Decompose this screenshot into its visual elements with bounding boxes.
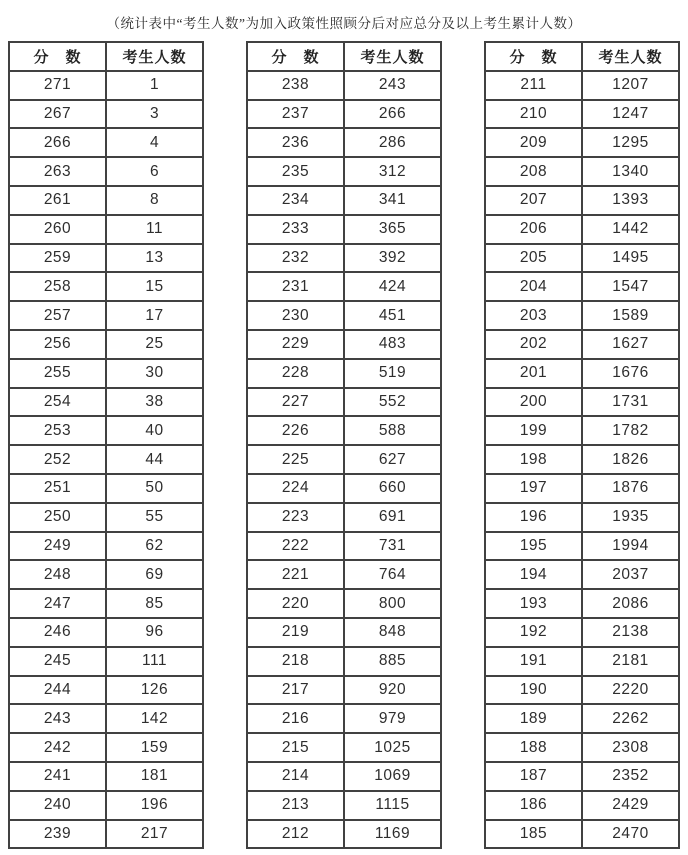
score-cell: 229 [247, 330, 344, 359]
table-row [9, 272, 203, 301]
count-cell: 1589 [582, 301, 679, 330]
table-row [485, 100, 679, 129]
count-cell: 2138 [582, 618, 679, 647]
score-table-2 [246, 41, 442, 849]
count-cell: 731 [344, 532, 441, 561]
score-cell: 210 [485, 100, 582, 129]
table-row [247, 676, 441, 705]
count-cell: 2429 [582, 791, 679, 820]
table-row [9, 215, 203, 244]
count-cell: 1994 [582, 532, 679, 561]
table-row [485, 474, 679, 503]
count-cell: 44 [106, 445, 203, 474]
table-row [485, 532, 679, 561]
table-row [485, 647, 679, 676]
score-cell: 220 [247, 589, 344, 618]
table-row [247, 186, 441, 215]
count-cell: 50 [106, 474, 203, 503]
table-row [247, 704, 441, 733]
count-cell: 96 [106, 618, 203, 647]
score-cell: 223 [247, 503, 344, 532]
count-cell: 2308 [582, 733, 679, 762]
score-cell: 266 [9, 128, 106, 157]
table-row [247, 618, 441, 647]
count-cell: 196 [106, 791, 203, 820]
table-row [247, 416, 441, 445]
score-cell: 226 [247, 416, 344, 445]
score-cell: 271 [9, 71, 106, 100]
table-row [9, 762, 203, 791]
table-row [247, 474, 441, 503]
table-row [485, 733, 679, 762]
table-row [9, 618, 203, 647]
count-cell: 691 [344, 503, 441, 532]
count-cell: 1069 [344, 762, 441, 791]
table-row [247, 215, 441, 244]
score-cell: 192 [485, 618, 582, 647]
score-cell: 236 [247, 128, 344, 157]
table-row [485, 128, 679, 157]
count-cell: 1247 [582, 100, 679, 129]
count-cell: 13 [106, 244, 203, 273]
score-cell: 221 [247, 560, 344, 589]
count-cell: 1393 [582, 186, 679, 215]
count-cell: 30 [106, 359, 203, 388]
count-cell: 17 [106, 301, 203, 330]
count-cell: 159 [106, 733, 203, 762]
tables-container [0, 41, 688, 849]
table-row [9, 388, 203, 417]
score-cell: 237 [247, 100, 344, 129]
score-cell: 240 [9, 791, 106, 820]
count-cell: 1826 [582, 445, 679, 474]
table-row [485, 301, 679, 330]
table-row [247, 503, 441, 532]
count-cell: 2181 [582, 647, 679, 676]
table-row [9, 589, 203, 618]
count-cell: 1627 [582, 330, 679, 359]
count-header: 考生人数 [582, 42, 679, 71]
count-cell: 2470 [582, 820, 679, 849]
table-row [485, 589, 679, 618]
count-cell: 1876 [582, 474, 679, 503]
table-row [247, 733, 441, 762]
count-cell: 979 [344, 704, 441, 733]
table-row [247, 560, 441, 589]
count-cell: 2086 [582, 589, 679, 618]
count-header: 考生人数 [106, 42, 203, 71]
score-table-1 [8, 41, 204, 849]
score-cell: 267 [9, 100, 106, 129]
score-cell: 259 [9, 244, 106, 273]
count-cell: 6 [106, 157, 203, 186]
count-cell: 1935 [582, 503, 679, 532]
table-row [485, 503, 679, 532]
score-cell: 224 [247, 474, 344, 503]
score-cell: 212 [247, 820, 344, 849]
score-cell: 213 [247, 791, 344, 820]
score-cell: 197 [485, 474, 582, 503]
score-cell: 231 [247, 272, 344, 301]
score-cell: 196 [485, 503, 582, 532]
score-cell: 202 [485, 330, 582, 359]
count-cell: 8 [106, 186, 203, 215]
count-cell: 40 [106, 416, 203, 445]
score-cell: 203 [485, 301, 582, 330]
table-row [9, 474, 203, 503]
score-cell: 189 [485, 704, 582, 733]
count-cell: 764 [344, 560, 441, 589]
score-cell: 250 [9, 503, 106, 532]
score-cell: 186 [485, 791, 582, 820]
score-cell: 195 [485, 532, 582, 561]
note-text: （统计表中“考生人数”为加入政策性照顾分后对应总分及以上考生累计人数） [106, 16, 582, 31]
count-cell: 62 [106, 532, 203, 561]
score-cell: 190 [485, 676, 582, 705]
score-cell: 242 [9, 733, 106, 762]
table-row [485, 791, 679, 820]
table-row [9, 186, 203, 215]
table-row [247, 532, 441, 561]
score-cell: 219 [247, 618, 344, 647]
score-cell: 209 [485, 128, 582, 157]
count-cell: 1 [106, 71, 203, 100]
score-cell: 258 [9, 272, 106, 301]
score-cell: 207 [485, 186, 582, 215]
score-cell: 257 [9, 301, 106, 330]
score-cell: 251 [9, 474, 106, 503]
count-cell: 2037 [582, 560, 679, 589]
count-cell: 341 [344, 186, 441, 215]
score-cell: 255 [9, 359, 106, 388]
score-cell: 247 [9, 589, 106, 618]
score-cell: 206 [485, 215, 582, 244]
count-cell: 1782 [582, 416, 679, 445]
count-cell: 885 [344, 647, 441, 676]
score-cell: 214 [247, 762, 344, 791]
table-row [9, 820, 203, 849]
table-row [247, 71, 441, 100]
count-cell: 266 [344, 100, 441, 129]
count-cell: 627 [344, 445, 441, 474]
count-cell: 217 [106, 820, 203, 849]
table-row [9, 676, 203, 705]
count-cell: 243 [344, 71, 441, 100]
score-cell: 218 [247, 647, 344, 676]
table-row [485, 186, 679, 215]
table-row [247, 388, 441, 417]
score-cell: 248 [9, 560, 106, 589]
table-row [247, 762, 441, 791]
table-row [9, 71, 203, 100]
score-cell: 239 [9, 820, 106, 849]
score-cell: 246 [9, 618, 106, 647]
table-row [247, 244, 441, 273]
table-row [485, 157, 679, 186]
table-row [247, 330, 441, 359]
count-cell: 800 [344, 589, 441, 618]
count-cell: 451 [344, 301, 441, 330]
count-cell: 552 [344, 388, 441, 417]
count-cell: 483 [344, 330, 441, 359]
table-row [9, 301, 203, 330]
count-cell: 1495 [582, 244, 679, 273]
table-row [9, 128, 203, 157]
count-cell: 11 [106, 215, 203, 244]
table-row [9, 560, 203, 589]
count-cell: 1115 [344, 791, 441, 820]
score-cell: 198 [485, 445, 582, 474]
count-cell: 38 [106, 388, 203, 417]
count-cell: 3 [106, 100, 203, 129]
table-row [9, 100, 203, 129]
score-cell: 230 [247, 301, 344, 330]
table-row [9, 532, 203, 561]
score-cell: 244 [9, 676, 106, 705]
score-cell: 225 [247, 445, 344, 474]
score-cell: 260 [9, 215, 106, 244]
table-row [247, 157, 441, 186]
table-row [9, 503, 203, 532]
count-cell: 848 [344, 618, 441, 647]
count-cell: 1295 [582, 128, 679, 157]
table-row [247, 647, 441, 676]
table-row [9, 704, 203, 733]
table-row [485, 704, 679, 733]
score-cell: 252 [9, 445, 106, 474]
count-cell: 2220 [582, 676, 679, 705]
count-cell: 1442 [582, 215, 679, 244]
score-cell: 188 [485, 733, 582, 762]
header-row [485, 42, 679, 71]
table-row [247, 820, 441, 849]
score-cell: 201 [485, 359, 582, 388]
table-row [485, 272, 679, 301]
count-cell: 2352 [582, 762, 679, 791]
score-cell: 222 [247, 532, 344, 561]
table-row [485, 359, 679, 388]
count-cell: 1169 [344, 820, 441, 849]
score-cell: 254 [9, 388, 106, 417]
count-cell: 2262 [582, 704, 679, 733]
score-cell: 200 [485, 388, 582, 417]
score-cell: 211 [485, 71, 582, 100]
table-row [9, 791, 203, 820]
table-row [9, 733, 203, 762]
table-row [9, 359, 203, 388]
score-cell: 215 [247, 733, 344, 762]
score-cell: 187 [485, 762, 582, 791]
score-cell: 261 [9, 186, 106, 215]
table-row [485, 676, 679, 705]
score-cell: 228 [247, 359, 344, 388]
table-row [247, 100, 441, 129]
count-cell: 312 [344, 157, 441, 186]
table-row [485, 762, 679, 791]
count-cell: 1340 [582, 157, 679, 186]
score-header: 分 数 [9, 42, 106, 71]
count-cell: 55 [106, 503, 203, 532]
table-row [9, 445, 203, 474]
score-cell: 205 [485, 244, 582, 273]
table-row [485, 330, 679, 359]
score-cell: 245 [9, 647, 106, 676]
count-cell: 1547 [582, 272, 679, 301]
count-cell: 519 [344, 359, 441, 388]
count-header: 考生人数 [344, 42, 441, 71]
score-cell: 233 [247, 215, 344, 244]
count-cell: 181 [106, 762, 203, 791]
table-row [485, 820, 679, 849]
count-cell: 69 [106, 560, 203, 589]
count-cell: 15 [106, 272, 203, 301]
header-row [9, 42, 203, 71]
table-row [485, 388, 679, 417]
table-row [485, 560, 679, 589]
score-cell: 208 [485, 157, 582, 186]
table-row [9, 244, 203, 273]
count-cell: 126 [106, 676, 203, 705]
score-cell: 263 [9, 157, 106, 186]
table-row [247, 272, 441, 301]
table-row [247, 301, 441, 330]
count-cell: 4 [106, 128, 203, 157]
count-cell: 588 [344, 416, 441, 445]
table-row [485, 244, 679, 273]
count-cell: 392 [344, 244, 441, 273]
score-cell: 185 [485, 820, 582, 849]
score-cell: 234 [247, 186, 344, 215]
score-cell: 235 [247, 157, 344, 186]
table-row [9, 647, 203, 676]
count-cell: 85 [106, 589, 203, 618]
table-row [247, 445, 441, 474]
table-row [9, 416, 203, 445]
table-row [247, 589, 441, 618]
count-cell: 1025 [344, 733, 441, 762]
score-cell: 193 [485, 589, 582, 618]
count-cell: 365 [344, 215, 441, 244]
table-row [485, 215, 679, 244]
count-cell: 142 [106, 704, 203, 733]
table-row [9, 330, 203, 359]
count-cell: 111 [106, 647, 203, 676]
table-row [247, 359, 441, 388]
score-cell: 232 [247, 244, 344, 273]
score-cell: 253 [9, 416, 106, 445]
score-header: 分 数 [247, 42, 344, 71]
score-cell: 194 [485, 560, 582, 589]
table-row [485, 445, 679, 474]
count-cell: 286 [344, 128, 441, 157]
table-row [9, 157, 203, 186]
count-cell: 25 [106, 330, 203, 359]
score-table-3 [484, 41, 680, 849]
count-cell: 1207 [582, 71, 679, 100]
table-row [247, 791, 441, 820]
count-cell: 1731 [582, 388, 679, 417]
score-cell: 204 [485, 272, 582, 301]
score-cell: 199 [485, 416, 582, 445]
table-row [247, 128, 441, 157]
header-row [247, 42, 441, 71]
score-cell: 256 [9, 330, 106, 359]
count-cell: 660 [344, 474, 441, 503]
score-cell: 241 [9, 762, 106, 791]
score-cell: 243 [9, 704, 106, 733]
score-cell: 191 [485, 647, 582, 676]
score-cell: 249 [9, 532, 106, 561]
score-header: 分 数 [485, 42, 582, 71]
table-row [485, 416, 679, 445]
table-row [485, 618, 679, 647]
score-cell: 217 [247, 676, 344, 705]
score-cell: 216 [247, 704, 344, 733]
score-cell: 227 [247, 388, 344, 417]
score-cell: 238 [247, 71, 344, 100]
table-row [485, 71, 679, 100]
count-cell: 1676 [582, 359, 679, 388]
count-cell: 920 [344, 676, 441, 705]
count-cell: 424 [344, 272, 441, 301]
